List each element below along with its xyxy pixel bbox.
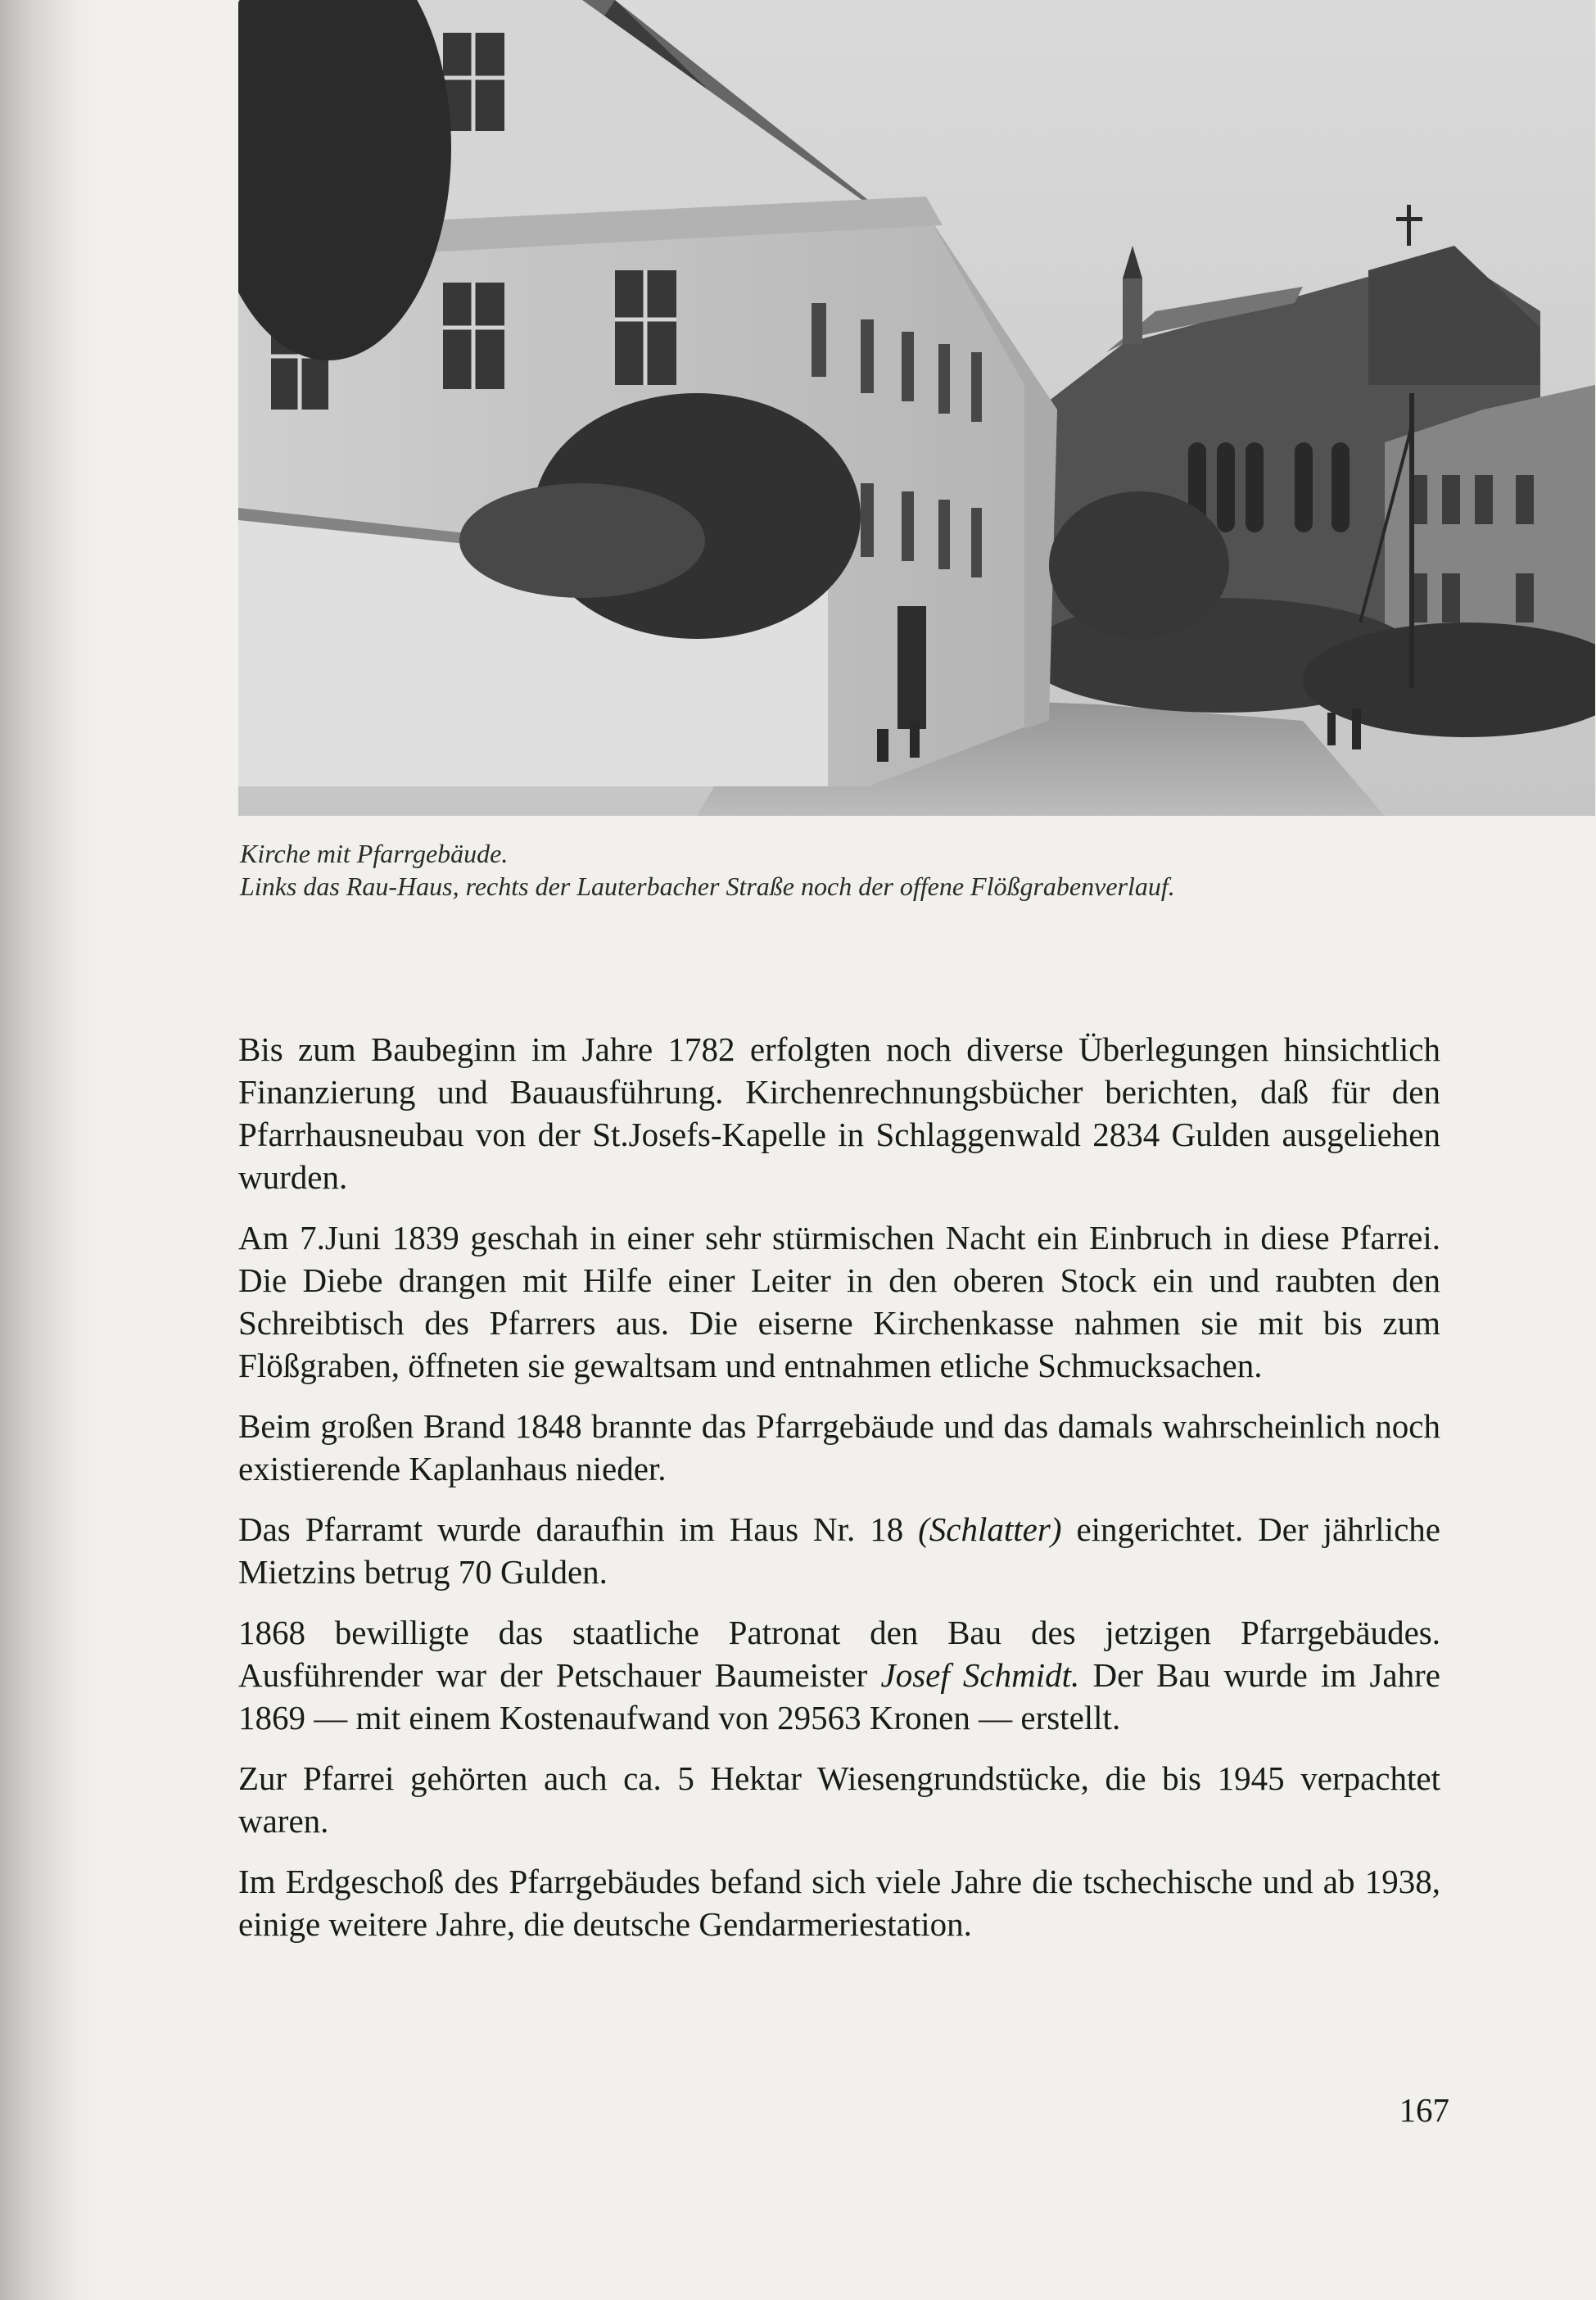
- paragraph-construction: Bis zum Baubeginn im Jahre 1782 erfolgten noch diverse Überlegungen hinsichtlich Finanzierung und Bauausführung. Kirchenrechnungsbücher berichten, daß für den Pfarrhausneubau von der St.Josefs-Kapelle in Schlaggenwald 2834 Gulden ausgeliehen wurden.: [238, 1030, 1440, 1196]
- church-photo-illustration: [238, 0, 1595, 816]
- paragraph-rectory-rent-before: Das Pfarramt wurde daraufhin im Haus Nr. 18: [238, 1510, 919, 1548]
- page-number: 167: [1399, 2091, 1449, 2129]
- photo-caption: [240, 837, 1468, 903]
- body-text: [238, 1028, 1440, 1963]
- paragraph-fire: Beim großen Brand 1848 brannte das Pfarrgebäude und das damals wahrscheinlich noch existierende Kaplanhaus nieder.: [238, 1407, 1440, 1487]
- paragraph-rectory-rent-italic: (Schlatter): [918, 1510, 1062, 1548]
- paragraph-rectory-rent: [238, 1508, 1440, 1593]
- page-gutter-shadow: [0, 0, 98, 2300]
- paragraph-new-building-italic: Josef Schmidt.: [880, 1656, 1080, 1694]
- paragraph-new-building-before: 1868 bewilligte das staatliche Patronat den Bau des jetzigen Pfarrgebäudes. Ausführender war der Petschauer Baumeister: [238, 1614, 1440, 1694]
- paragraph-gendarmerie: Im Erdgeschoß des Pfarrgebäudes befand sich viele Jahre die tschechische und ab 1938, einige weitere Jahre, die deutsche Gendarmeriestation.: [238, 1863, 1440, 1943]
- church-photo: [238, 0, 1595, 816]
- caption-line-1: Kirche mit Pfarrgebäude.: [240, 839, 509, 868]
- paragraph-new-building-after: Der Bau wurde im Jahre 1869 — mit einem Kostenaufwand von 29563 Kronen — erstellt.: [238, 1656, 1440, 1736]
- paragraph-burglary: Am 7.Juni 1839 geschah in einer sehr stürmischen Nacht ein Einbruch in diese Pfarrei. Die Diebe drangen mit Hilfe einer Leiter in den oberen Stock ein und raubten den Schreibtisch des Pfarrers aus. Die eiserne Kirchenkasse nahmen sie mit bis zum Flößgraben, öffneten sie gewaltsam und entnahmen etliche Schmucksachen.: [238, 1219, 1440, 1384]
- paragraph-new-building: [238, 1611, 1440, 1739]
- caption-line-2: Links das Rau-Haus, rechts der Lauterbacher Straße noch der offene Flößgrabenverlauf.: [240, 872, 1175, 901]
- paragraph-meadows: Zur Pfarrei gehörten auch ca. 5 Hektar Wiesengrundstücke, die bis 1945 verpachtet waren.: [238, 1759, 1440, 1840]
- paragraph-rectory-rent-after: eingerichtet. Der jährliche Mietzins betrug 70 Gulden.: [238, 1510, 1440, 1591]
